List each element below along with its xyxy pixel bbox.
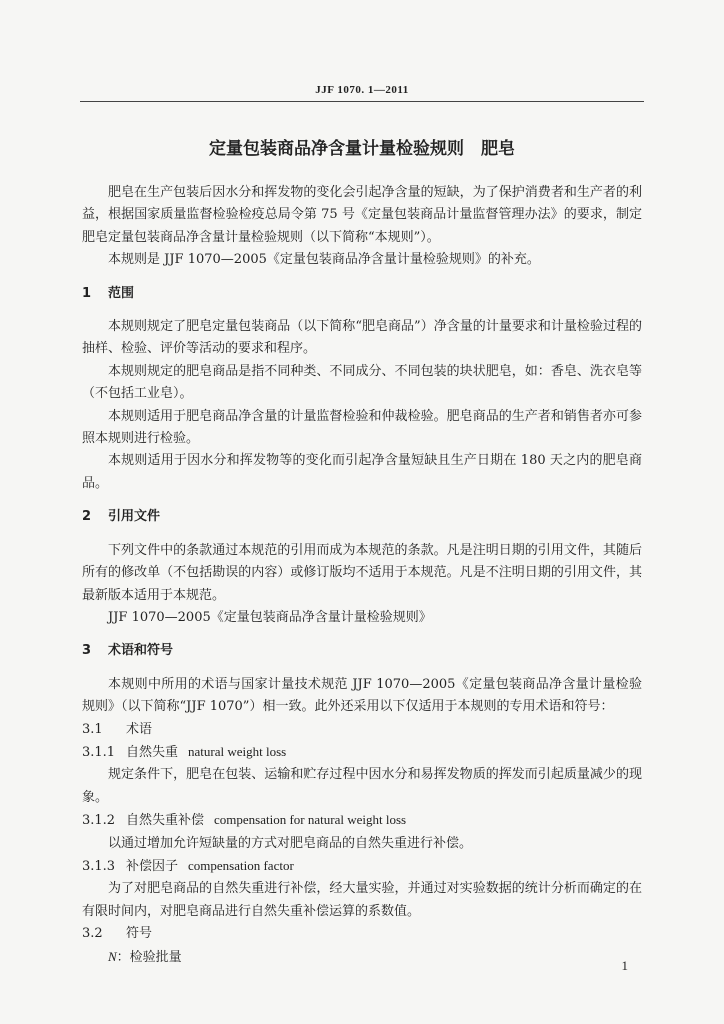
header-rule bbox=[80, 101, 644, 102]
referenced-document: JJF 1070—2005《定量包装商品净含量计量检验规则》 bbox=[108, 609, 432, 625]
term-3-1-2 bbox=[82, 809, 642, 832]
subsection-3-1 bbox=[82, 719, 642, 741]
term-3-1-3 bbox=[82, 855, 642, 878]
term-chinese: 自然失重补偿 bbox=[126, 813, 205, 829]
document-title: 定量包装商品净含量计量检验规则 肥皂 bbox=[209, 139, 515, 159]
section-number: 2 bbox=[82, 509, 92, 525]
section-1-paragraph-2: 本规则规定的肥皂商品是指不同种类、不同成分、不同包装的块状肥皂，如：香皂、洗衣皂等（不包括工业皂）。 bbox=[82, 363, 642, 402]
term-english: compensation factor bbox=[188, 857, 294, 873]
term-english: natural weight loss bbox=[188, 743, 287, 759]
term-chinese: 自然失重 bbox=[126, 744, 179, 760]
section-1-paragraph-3: 本规则适用于肥皂商品净含量的计量监督检验和仲裁检验。肥皂商品的生产者和销售者亦可参照本规则进行检验。 bbox=[82, 408, 642, 447]
term-number: 3.1.2 bbox=[82, 813, 116, 829]
section-title: 术语和符号 bbox=[108, 643, 174, 659]
symbol-n-definition bbox=[82, 946, 642, 969]
section-2-heading bbox=[82, 506, 642, 528]
section-title: 范围 bbox=[108, 285, 135, 301]
term-number: 3.1.1 bbox=[82, 744, 116, 760]
term-number: 3.1.3 bbox=[82, 858, 116, 874]
section-title: 引用文件 bbox=[108, 509, 161, 525]
intro-paragraph-2: 本规则是 JJF 1070—2005《定量包装商品净含量计量检验规则》的补充。 bbox=[108, 252, 540, 268]
standard-code-header: JJF 1070. 1—2011 bbox=[315, 84, 409, 96]
term-english: compensation for natural weight loss bbox=[214, 812, 407, 828]
section-2-paragraph-1: 下列文件中的条款通过本规范的引用而成为本规范的条款。凡是注明日期的引用文件，其随后所有的修改单（不包括勘误的内容）或修订版均不适用于本规范。凡是不注明日期的引用文件，其最新版本适用于本规范。 bbox=[82, 542, 642, 603]
term-3-1-1 bbox=[82, 741, 642, 764]
section-3-heading bbox=[82, 640, 642, 662]
section-number: 3 bbox=[82, 643, 92, 659]
section-number: 1 bbox=[82, 285, 92, 301]
term-chinese: 补偿因子 bbox=[126, 858, 179, 874]
symbol-description: ：检验批量 bbox=[116, 949, 182, 965]
intro-paragraph-1: 肥皂在生产包装后因水分和挥发物的变化会引起净含量的短缺，为了保护消费者和生产者的利益，根据国家质量监督检验检疫总局令第 75 号《定量包装商品计量监督管理办法》的要求，制定肥皂定量包装商品净含量计量检验规则（以下简称“本规则”）。 bbox=[82, 185, 642, 245]
subsection-title: 符号 bbox=[126, 926, 153, 942]
term-3-1-1-definition: 规定条件下，肥皂在包装、运输和贮存过程中因水分和易挥发物质的挥发而引起质量减少的现象。 bbox=[82, 767, 642, 805]
subsection-3-2 bbox=[82, 923, 642, 945]
subsection-title: 术语 bbox=[126, 721, 153, 737]
section-1-paragraph-4: 本规则适用于因水分和挥发物等的变化而引起净含量短缺且生产日期在 180 天之内的肥皂商品。 bbox=[82, 453, 642, 491]
symbol: N bbox=[108, 948, 117, 964]
section-1-heading bbox=[82, 283, 642, 305]
document-body bbox=[82, 182, 642, 969]
section-3-intro: 本规则中所用的术语与国家计量技术规范 JJF 1070—2005《定量包装商品净含量计量检验规则》（以下简称“JJF 1070”）相一致。此外还采用以下仅适用于本规则的专用术语和符号： bbox=[82, 676, 642, 715]
page-number: 1 bbox=[621, 958, 628, 973]
term-3-1-2-definition: 以通过增加允许短缺量的方式对肥皂商品的自然失重进行补偿。 bbox=[108, 835, 473, 851]
section-1-paragraph-1: 本规则规定了肥皂定量包装商品（以下简称“肥皂商品”）净含量的计量要求和计量检验过程的抽样、检验、评价等活动的要求和程序。 bbox=[82, 319, 642, 357]
subsection-number: 3.1 bbox=[82, 721, 103, 737]
term-3-1-3-definition: 为了对肥皂商品的自然失重进行补偿，经大量实验，并通过对实验数据的统计分析而确定的在有限时间内，对肥皂商品进行自然失重补偿运算的系数值。 bbox=[82, 881, 642, 919]
subsection-number: 3.2 bbox=[82, 926, 103, 942]
